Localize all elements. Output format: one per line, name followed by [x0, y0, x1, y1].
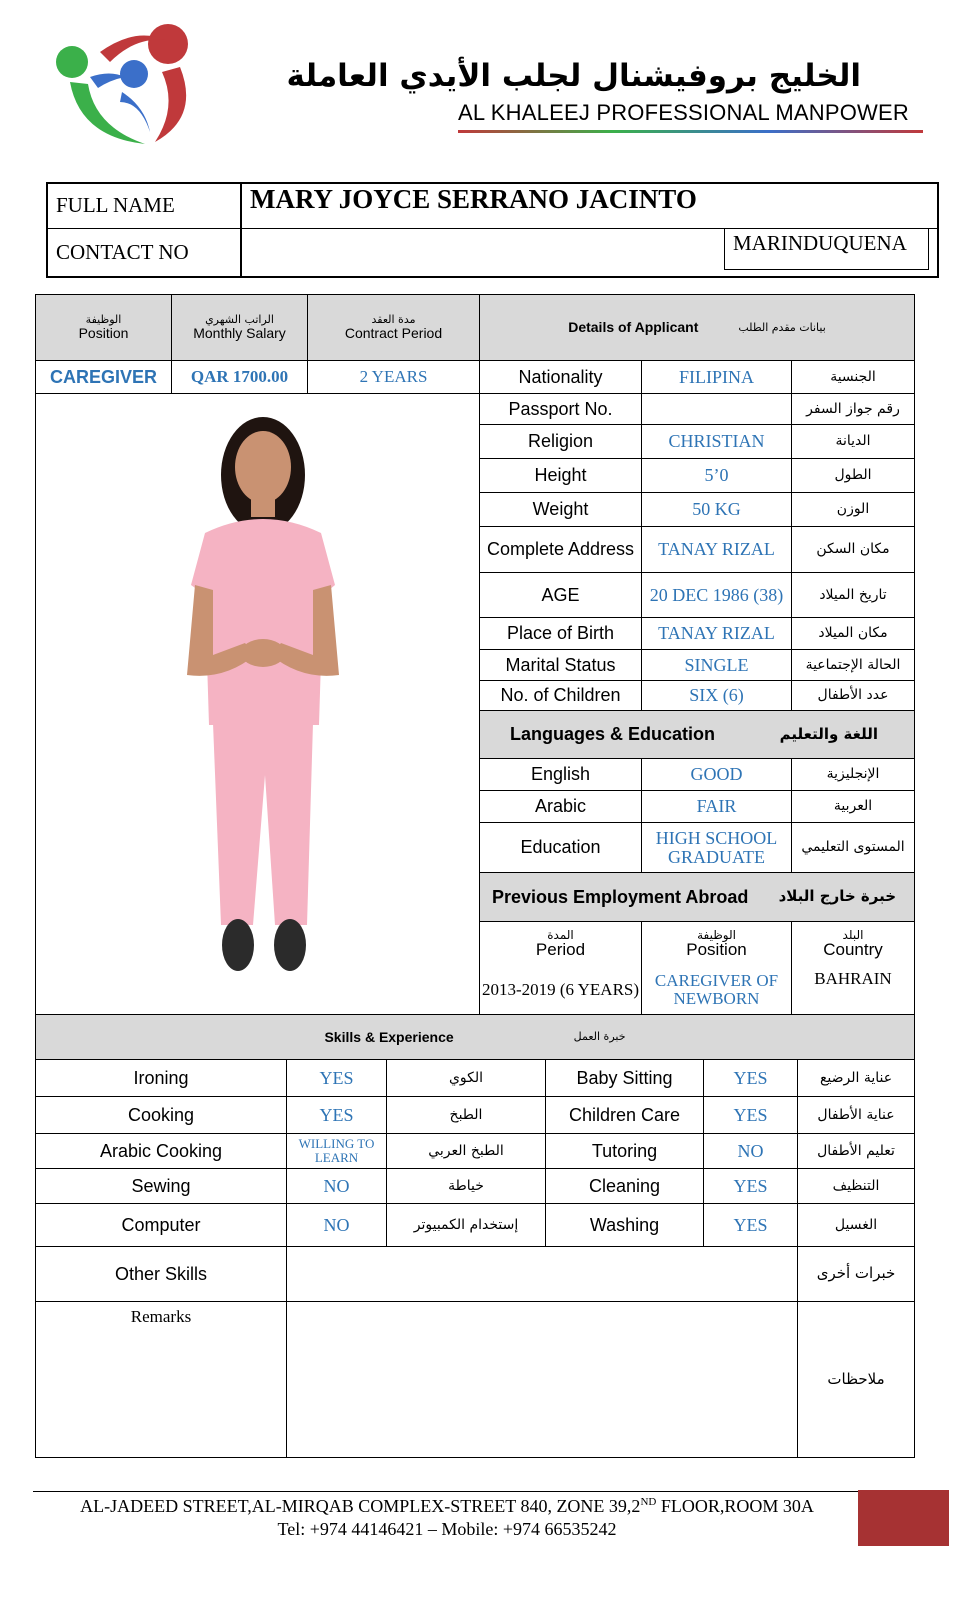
salary-header: الراتب الشهري Monthly Salary	[172, 295, 307, 360]
skill-label-arabic: تعليم الأطفال	[817, 1142, 895, 1159]
detail-label-arabic: الديانة	[835, 433, 871, 450]
detail-value: CHRISTIAN	[668, 431, 765, 452]
skill-label: Computer	[121, 1214, 201, 1235]
skill-value: YES	[733, 1067, 768, 1088]
skill-label: Sewing	[131, 1175, 191, 1196]
skill-label: Arabic Cooking	[99, 1140, 223, 1161]
detail-value: TANAY RIZAL	[658, 623, 775, 644]
skill-label-arabic: الطبخ العربي	[428, 1142, 504, 1159]
skills-header: Skills & Experience خبرة العمل	[36, 1015, 914, 1059]
detail-label-arabic: الحالة الإجتماعية	[805, 656, 901, 673]
employment-period: 2013-2019 (6 YEARS)	[481, 980, 640, 1000]
other-skills-label: Other Skills	[114, 1263, 208, 1284]
skill-value: YES	[733, 1175, 768, 1196]
skill-label: Cleaning	[588, 1175, 661, 1196]
detail-label-arabic: الوزن	[836, 501, 870, 518]
detail-label: Nationality	[518, 366, 603, 387]
skill-value: NO	[737, 1140, 764, 1161]
language-label: Arabic	[534, 796, 587, 817]
detail-label: Passport No.	[508, 398, 613, 419]
language-label: Education	[520, 837, 601, 858]
applicant-photo	[95, 405, 435, 1000]
language-value: GOOD	[690, 764, 743, 785]
detail-label: Complete Address	[486, 539, 635, 560]
name-contact-box	[46, 182, 939, 278]
brand-name-arabic: الخليج بروفيشنال لجلب الأيدي العاملة	[286, 58, 861, 94]
detail-label-arabic: الجنسية	[830, 368, 876, 385]
detail-label-arabic: تاريخ الميلاد	[819, 586, 887, 603]
contract-header: مدة العقد Contract Period	[308, 295, 479, 360]
detail-value: 20 DEC 1986 (38)	[649, 584, 784, 605]
skill-label: Baby Sitting	[576, 1067, 673, 1088]
contact-label: CONTACT NO	[56, 240, 189, 264]
skill-label: Tutoring	[591, 1140, 658, 1161]
employment-position: CAREGIVER OF NEWBORN	[654, 971, 779, 1008]
detail-label: Religion	[527, 431, 594, 452]
details-header: Details of Applicant بيانات مقدم الطلب	[480, 295, 914, 360]
skill-label: Ironing	[133, 1067, 189, 1088]
footer-address: AL-JADEED STREET,AL-MIRQAB COMPLEX-STREET 840, ZONE 39,2ND FLOOR,ROOM 30A	[80, 1496, 814, 1516]
skill-value: NO	[323, 1175, 350, 1196]
language-label-arabic: الإنجليزية	[826, 766, 880, 783]
detail-label: Weight	[532, 499, 589, 520]
skill-label: Washing	[589, 1214, 660, 1235]
detail-label-arabic: مكان الميلاد	[818, 625, 888, 642]
language-label-arabic: المستوى التعليمي	[801, 839, 905, 856]
position-header: الوظيفة Position	[36, 295, 171, 360]
detail-value: FILIPINA	[679, 366, 754, 387]
applicant-tag: MARINDUQUENA	[724, 228, 929, 270]
remarks-label: Remarks	[130, 1307, 192, 1327]
country-column-header: البلد Country	[823, 927, 883, 960]
footer-accent-block	[858, 1490, 949, 1546]
skill-value: YES	[733, 1214, 768, 1235]
full-name-label: FULL NAME	[56, 193, 175, 217]
skill-label-arabic: التنظيف	[832, 1177, 880, 1194]
detail-label: AGE	[541, 584, 580, 605]
skill-value: NO	[323, 1214, 350, 1235]
footer-contact: Tel: +974 44146421 – Mobile: +974 66535242	[277, 1519, 617, 1539]
detail-value	[642, 394, 791, 424]
detail-label-arabic: رقم جواز السفر	[806, 400, 900, 417]
brand-underline	[458, 130, 923, 133]
skill-label-arabic: خياطة	[448, 1177, 484, 1194]
footer-divider	[33, 1491, 938, 1492]
employment-header: Previous Employment Abroad خبرة خارج البلاد	[480, 873, 914, 921]
detail-value: SINGLE	[684, 654, 749, 675]
skill-label-arabic: إستخدام الكمبيوتر	[413, 1216, 519, 1233]
language-value: HIGH SCHOOL GRADUATE	[655, 827, 778, 867]
full-name-value: MARY JOYCE SERRANO JACINTO	[250, 184, 697, 214]
detail-label: Marital Status	[505, 654, 616, 675]
language-value: FAIR	[696, 796, 737, 817]
detail-label: No. of Children	[500, 685, 621, 706]
company-logo	[50, 22, 200, 152]
remarks-arabic: ملاحظات	[827, 1370, 885, 1389]
detail-value: TANAY RIZAL	[658, 539, 775, 560]
position-column-header: الوظيفة Position	[686, 927, 747, 960]
languages-header: Languages & Education اللغة والتعليم	[480, 711, 914, 758]
detail-label-arabic: مكان السكن	[816, 541, 890, 558]
employment-country: BAHRAIN	[814, 969, 892, 988]
detail-value: 5’0	[704, 465, 729, 486]
skill-label-arabic: عناية الرضيع	[819, 1069, 893, 1086]
period-column-header: المدة Period	[535, 927, 586, 960]
skill-label-arabic: عناية الأطفال	[817, 1106, 895, 1123]
skill-value: YES	[319, 1067, 354, 1088]
skill-label-arabic: الطبخ	[449, 1106, 483, 1123]
language-label-arabic: العربية	[833, 798, 873, 815]
detail-label-arabic: الطول	[834, 467, 872, 484]
skill-label: Children Care	[568, 1104, 681, 1125]
skill-label-arabic: الغسيل	[834, 1216, 878, 1233]
detail-label: Height	[534, 465, 587, 486]
detail-label-arabic: عدد الأطفال	[817, 687, 889, 704]
salary-value: QAR 1700.00	[190, 367, 289, 387]
brand-name: AL KHALEEJ PROFESSIONAL MANPOWER	[458, 100, 909, 125]
skill-value: WILLING TO LEARN	[298, 1136, 375, 1165]
other-skills-arabic: خبرات أخرى	[816, 1264, 896, 1283]
skill-label-arabic: الكوي	[448, 1069, 484, 1086]
skill-label: Cooking	[127, 1104, 195, 1125]
language-label: English	[530, 764, 591, 785]
contract-value: 2 YEARS	[359, 367, 428, 387]
detail-value: 50 KG	[692, 499, 741, 520]
detail-value: SIX (6)	[689, 685, 744, 706]
skill-value: YES	[319, 1104, 354, 1125]
skill-value: YES	[733, 1104, 768, 1125]
position-value: CAREGIVER	[49, 366, 157, 387]
detail-label: Place of Birth	[506, 623, 615, 644]
